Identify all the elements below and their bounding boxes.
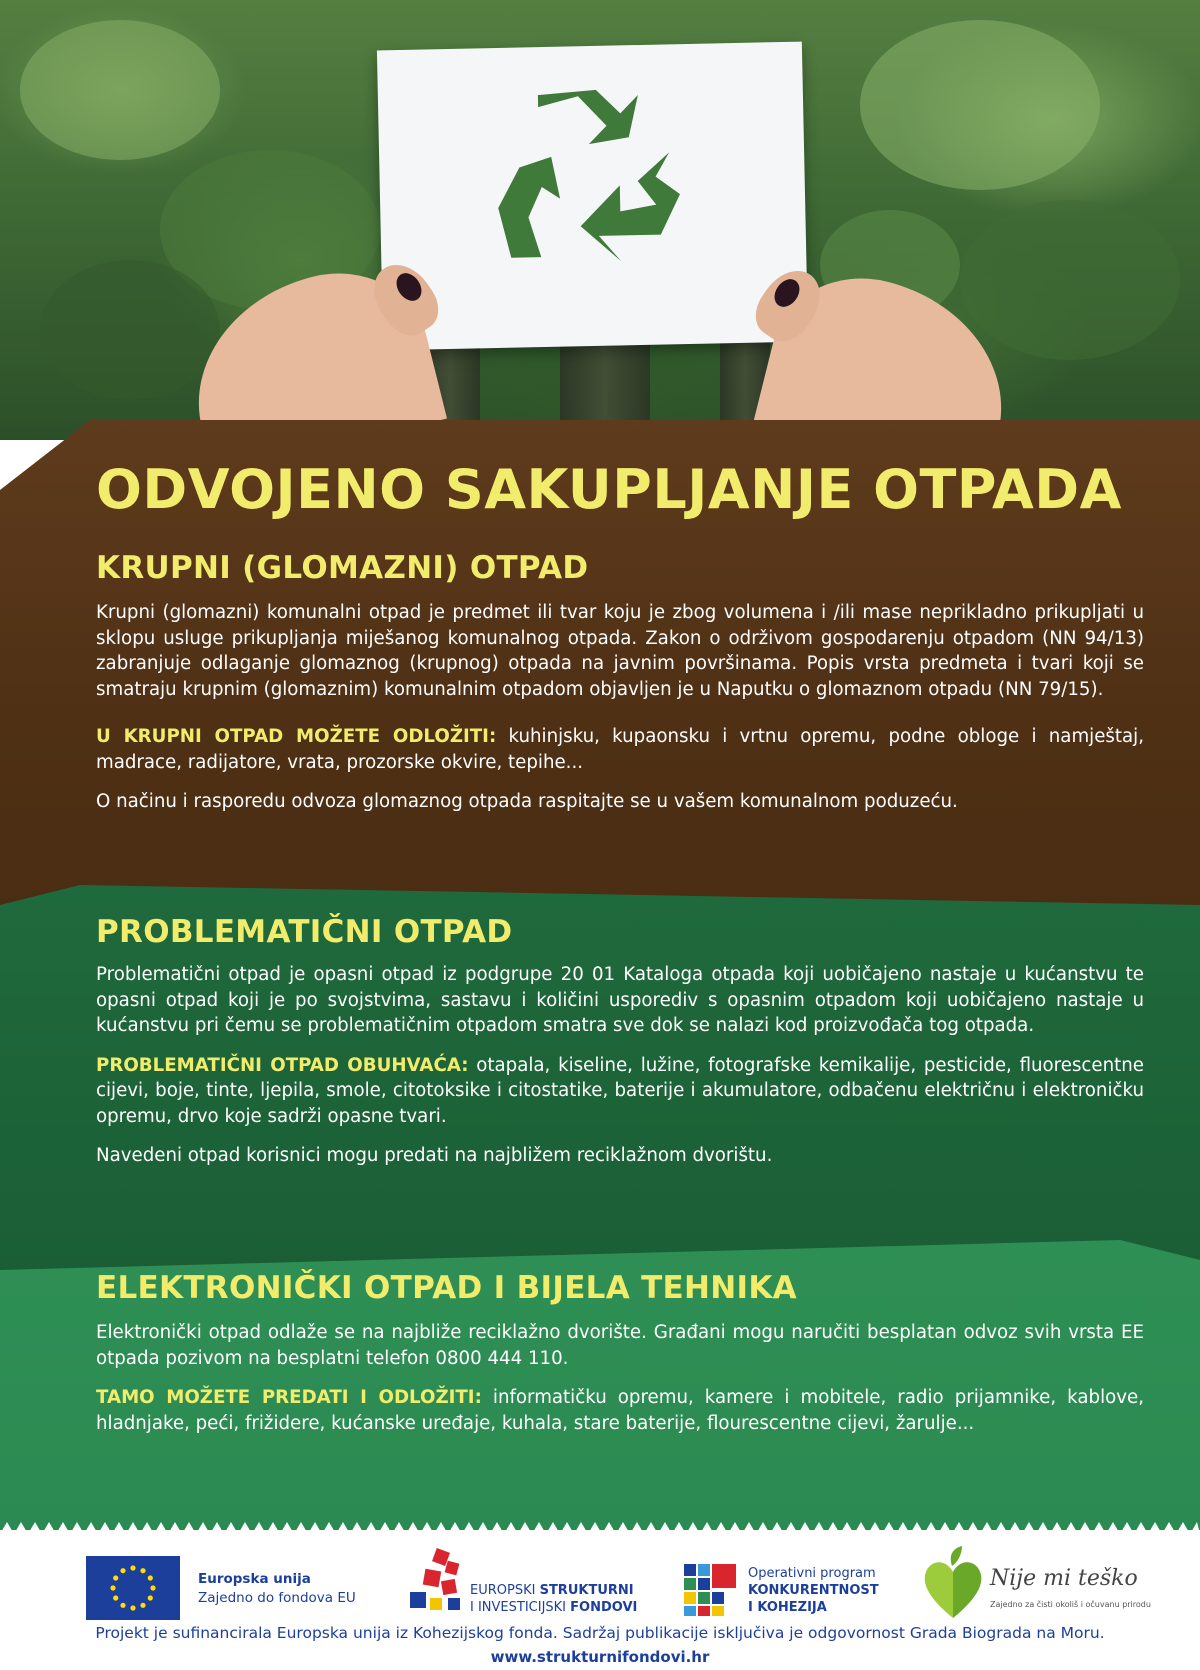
eu-logo-text: Europska unija Zajedno do fondova EU (198, 1571, 356, 1606)
nmt-logo-title: Nije mi teško (990, 1566, 1138, 1591)
heart-leaf-icon (918, 1544, 988, 1624)
eu-star (140, 1568, 145, 1573)
section-heading: PROBLEMATIČNI OTPAD (96, 914, 513, 950)
section-heading: ELEKTRONIČKI OTPAD I BIJELA TEHNIKA (96, 1270, 797, 1306)
hero-photo (0, 0, 1200, 440)
esif-logo-icon (408, 1548, 468, 1618)
paragraph: Elektronički otpad odlaže se na najbliže reciklažno dvorište. Građani mogu naručiti besplatan odvoz svih vrsta EE otpada pozivom na besplatni telefon 0800 444 110. (96, 1322, 1144, 1369)
paragraph: U KRUPNI OTPAD MOŽETE ODLOŽITI: kuhinjsku, kupaonsku i vrtnu opremu, podne obloge i namještaj, madrace, radijatore, vrata, prozorske okvire, tepihe... (96, 726, 1144, 773)
opkk-logo-text: Operativni program KONKURENTNOST I KOHEZIJA (748, 1566, 879, 1615)
esif-logo-text: EUROPSKI STRUKTURNI I INVESTICIJSKI FONDOVI (470, 1583, 638, 1615)
section-bulky-waste (96, 550, 1144, 815)
eu-star (130, 1605, 135, 1610)
eu-star (113, 1595, 118, 1600)
eu-star (113, 1575, 118, 1580)
website-link[interactable]: www.strukturnifondovi.hr (490, 1648, 710, 1666)
eu-star (148, 1595, 153, 1600)
eu-flag-icon (86, 1556, 180, 1620)
paragraph: Navedeni otpad korisnici mogu predati na najbližem reciklažnom dvorištu. (96, 1145, 773, 1166)
section-heading: KRUPNI (GLOMAZNI) OTPAD (96, 550, 589, 586)
paragraph: Krupni (glomazni) komunalni otpad je predmet ili tvar koju je zbog volumena i /ili mase neprikladno prikupljati u sklopu usluge prikupljanja miješanog komunalnog otpada. Zakon o održivom gospodarenju otpadom (NN 94/13) zabranjuje odlaganje glomaznog (krupnog) otpada na javnim površinama. Popis vrsta predmeta i tvari koji se smatraju krupnim (glomaznim) komunalnim otpadom objavljen je u Naputku o glomaznom otpadu (NN 79/15). (96, 602, 1144, 700)
paragraph: PROBLEMATIČNI OTPAD OBUHVAĆA: otapala, kiseline, lužine, fotografske kemikalije, pesticide, fluorescentne cijevi, boje, tinte, ljepila, smole, citotoksike i citostatike, baterije i akumulatore, odbačenu električnu i elektroničku opremu, drvo koje sadrži opasne tvari. (96, 1054, 1144, 1127)
eu-star (120, 1568, 125, 1573)
recycle-sign-paper (377, 42, 808, 351)
eu-star (150, 1585, 155, 1590)
paragraph: O načinu i rasporedu odvoza glomaznog otpada raspitajte se u vašem komunalnom poduzeću. (96, 791, 958, 812)
disclaimer: Projekt je sufinancirala Europska unija iz Kohezijskog fonda. Sadržaj publikacije isključiva je odgovornost Grada Biograda na Moru. (95, 1624, 1105, 1642)
paragraph: TAMO MOŽETE PREDATI I ODLOŽITI: informatičku opremu, kamere i mobitele, radio prijamnike, kablove, hladnjake, peći, frižidere, kućanske uređaje, kuhala, stare baterije, flourescentne cijevi, žarulje... (96, 1387, 1144, 1434)
opkk-logo-icon (684, 1564, 736, 1616)
section-electronic-waste (96, 1270, 1144, 1436)
eu-star (110, 1585, 115, 1590)
recycle-icon (478, 84, 702, 299)
paragraph: Problematični otpad je opasni otpad iz podgrupe 20 01 Kataloga otpada koji uobičajeno nastaje u kućanstvu te opasni otpad koji je po svojstvima, sastavu i količini usporediv s opasnim otpadom koji uobičajeno nastaje u kućanstvu pri čemu se problematičnim otpadom smatra sve dok se nalazi kod proizvođača tog otpada. (96, 964, 1144, 1036)
section-problematic-waste (96, 914, 1144, 1169)
eu-star (120, 1603, 125, 1608)
main-title: ODVOJENO SAKUPLJANJE OTPADA (96, 458, 1122, 521)
nmt-logo-subtitle: Zajedno za čisti okoliš i očuvanu prirodu (990, 1600, 1151, 1609)
eu-star (140, 1603, 145, 1608)
eu-star (148, 1575, 153, 1580)
eu-star (130, 1565, 135, 1570)
